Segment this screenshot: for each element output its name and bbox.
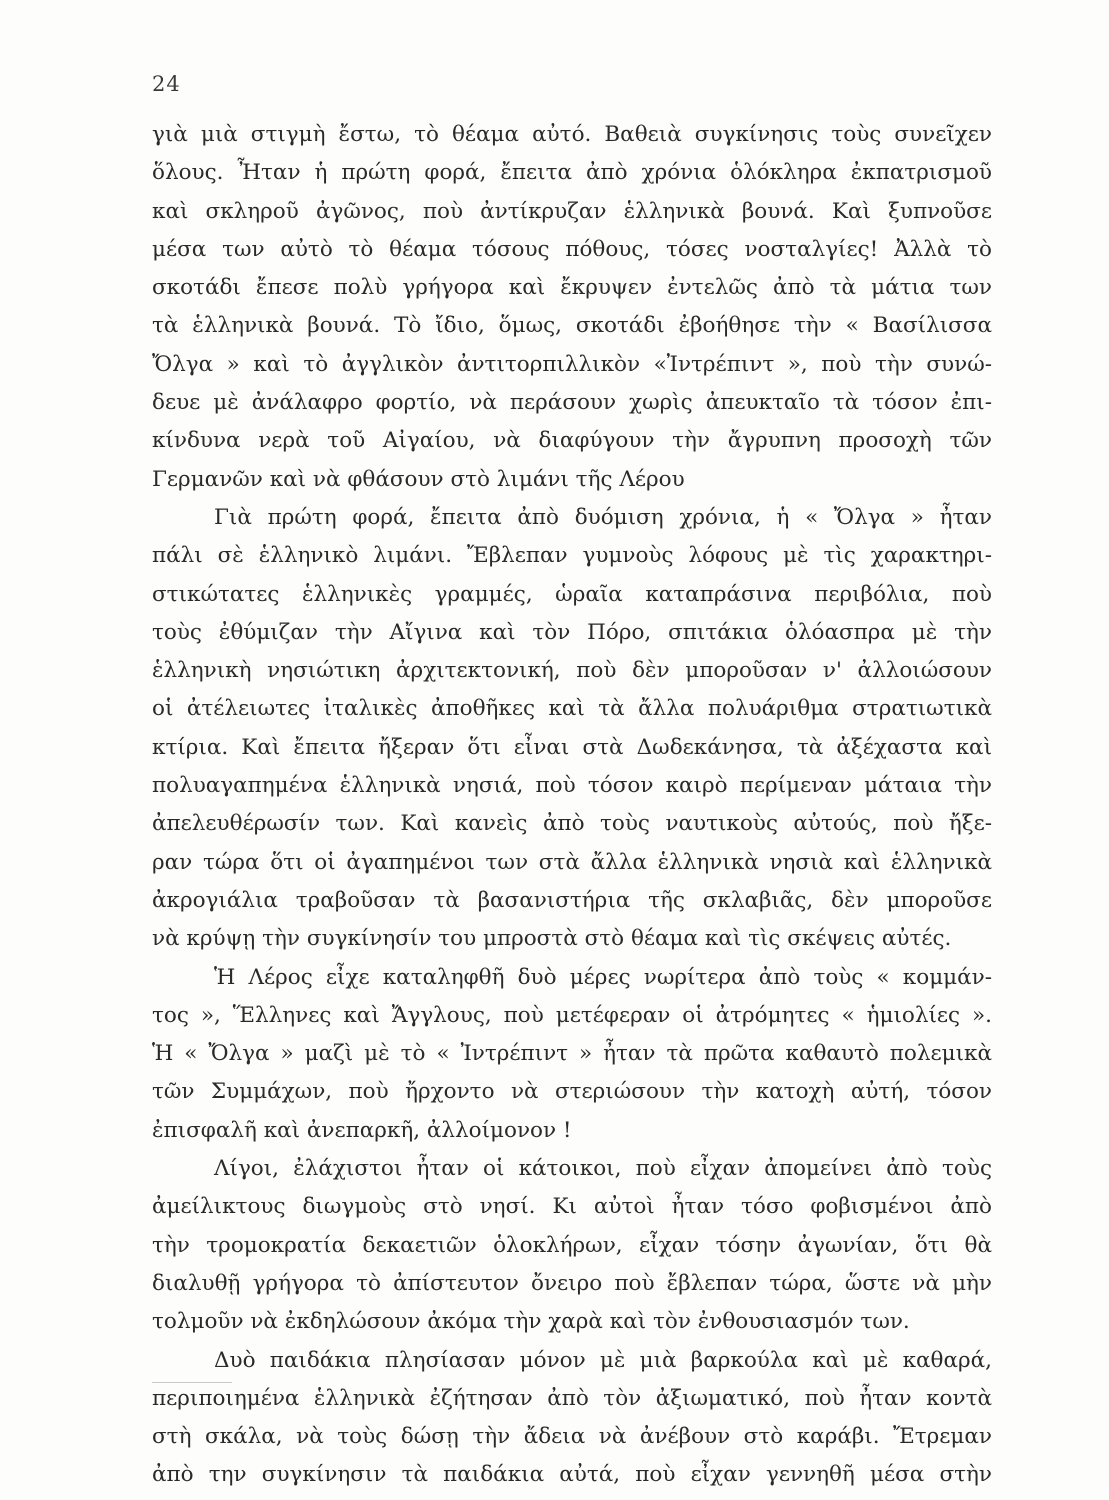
text-line: τὰ ἑλληνικὰ βουνά. Τὸ ἴδιο, ὅμως, σκοτάδι ἐβοήθησε τὴν « Βασίλισσα — [152, 313, 992, 339]
text-line: ἀπελευθέρωσίν των. Καὶ κανεὶς ἀπὸ τοὺς ναυτικοὺς αὐτούς, ποὺ ἤξε- — [152, 811, 992, 837]
text-line: Γιὰ πρώτη φορά, ἔπειτα ἀπὸ δυόμιση χρόνια, ἡ « Ὄλγα » ἦταν — [214, 504, 992, 530]
text-line: Ἡ Λέρος εἶχε καταληφθῆ δυὸ μέρες νωρίτερα ἀπὸ τοὺς « κομμάν- — [214, 964, 992, 990]
text-line: οἱ ἀτέλειωτες ἰταλικὲς ἀποθῆκες καὶ τὰ ἄλλα πολυάριθμα στρατιωτικὰ — [152, 696, 992, 722]
text-line: Ὄλγα » καὶ τὸ ἀγγλικὸν ἀντιτορπιλλικὸν «Ἰντρέπιντ », ποὺ τὴν συνώ- — [152, 351, 992, 377]
paragraph — [152, 116, 992, 499]
text-line: ἀκρογιάλια τραβοῦσαν τὰ βασανιστήρια τῆς σκλαβιᾶς, δὲν μποροῦσε — [152, 887, 992, 913]
text-line: ραν τώρα ὅτι οἱ ἀγαπημένοι των στὰ ἄλλα ἑλληνικὰ νησιὰ καὶ ἑλληνικὰ — [152, 849, 992, 875]
paragraph — [152, 1150, 992, 1341]
text-line: δευε μὲ ἀνάλαφρο φορτίο, νὰ περάσουν χωρὶς ἀπευκταῖο τὰ τόσον ἐπι- — [152, 390, 992, 416]
text-line: σκοτάδι ἔπεσε πολὺ γρήγορα καὶ ἔκρυψεν ἐντελῶς ἀπὸ τὰ μάτια των — [152, 275, 992, 301]
text-line: στικώτατες ἑλληνικὲς γραμμές, ὡραῖα καταπράσινα περιβόλια, ποὺ — [152, 581, 992, 607]
text-line: τῶν Συμμάχων, ποὺ ἤρχοντο νὰ στεριώσουν τὴν κατοχὴ αὐτή, τόσον — [152, 1079, 992, 1105]
text-line: νὰ κρύψῃ τὴν συγκίνησίν του μπροστὰ στὸ θέαμα καὶ τὶς σκέψεις αὐτές. — [152, 926, 952, 952]
text-line: Δυὸ παιδάκια πλησίασαν μόνον μὲ μιὰ βαρκούλα καὶ μὲ καθαρά, — [214, 1347, 992, 1373]
text-line: Ἡ « Ὄλγα » μαζὶ μὲ τὸ « Ἰντρέπιντ » ἦταν τὰ πρῶτα καθαυτὸ πολεμικὰ — [152, 1041, 992, 1067]
text-line: τολμοῦν νὰ ἐκδηλώσουν ἀκόμα τὴν χαρὰ καὶ τὸν ἐνθουσιασμόν των. — [152, 1309, 910, 1335]
text-line: ἑλληνικὴ νησιώτικη ἀρχιτεκτονική, ποὺ δὲν μποροῦσαν ν' ἀλλοιώσουν — [152, 658, 992, 684]
text-line: στὴ σκάλα, νὰ τοὺς δώσῃ τὴν ἄδεια νὰ ἀνέβουν στὸ καράβι. Ἔτρεμαν — [152, 1424, 992, 1450]
text-line: περιποιημένα ἑλληνικὰ ἐζήτησαν ἀπὸ τὸν ἀξιωματικό, ποὺ ἦταν κοντὰ — [152, 1385, 992, 1411]
text-line: ἀμείλικτους διωγμοὺς στὸ νησί. Κι αὐτοὶ ἦταν τόσο φοβισμένοι ἀπὸ — [152, 1194, 992, 1220]
text-line: τοὺς ἐθύμιζαν τὴν Αἴγινα καὶ τὸν Πόρο, σπιτάκια ὁλόασπρα μὲ τὴν — [152, 619, 992, 645]
text-line: ὅλους. Ἦταν ἡ πρώτη φορά, ἔπειτα ἀπὸ χρόνια ὁλόκληρα ἐκπατρισμοῦ — [152, 160, 992, 186]
text-line: διαλυθῇ γρήγορα τὸ ἀπίστευτον ὄνειρο ποὺ ἔβλεπαν τώρα, ὥστε νὰ μὴν — [152, 1270, 992, 1296]
text-line: Λίγοι, ἐλάχιστοι ἦταν οἱ κάτοικοι, ποὺ εἶχαν ἀπομείνει ἀπὸ τοὺς — [214, 1156, 992, 1182]
text-line: πάλι σὲ ἑλληνικὸ λιμάνι. Ἔβλεπαν γυμνοὺς λόφους μὲ τὶς χαρακτηρι- — [152, 543, 992, 569]
paragraph — [152, 959, 992, 1150]
text-line: πολυαγαπημένα ἑλληνικὰ νησιά, ποὺ τόσον καιρὸ περίμεναν μάταια τὴν — [152, 773, 992, 799]
text-line: κτίρια. Καὶ ἔπειτα ἤξεραν ὅτι εἶναι στὰ Δωδεκάνησα, τὰ ἀξέχαστα καὶ — [152, 734, 992, 760]
text-line: Γερμανῶν καὶ νὰ φθάσουν στὸ λιμάνι τῆς Λέρου — [152, 466, 685, 492]
body-text — [152, 116, 992, 1495]
text-line: κίνδυνα νερὰ τοῦ Αἰγαίου, νὰ διαφύγουν τὴν ἄγρυπνη προσοχὴ τῶν — [152, 428, 992, 454]
text-line: μέσα των αὐτὸ τὸ θέαμα τόσους πόθους, τόσες νοσταλγίες! Ἀλλὰ τὸ — [152, 236, 992, 262]
paragraph — [152, 499, 992, 959]
text-line: ἐπισφαλῆ καὶ ἀνεπαρκῆ, ἀλλοίμονον ! — [152, 1117, 572, 1143]
text-line: τος », Ἕλληνες καὶ Ἄγγλους, ποὺ μετέφεραν οἱ ἀτρόμητες « ἡμιολίες ». — [152, 1002, 992, 1028]
footer-rule — [152, 1382, 232, 1383]
text-line: καὶ σκληροῦ ἀγῶνος, ποὺ ἀντίκρυζαν ἑλληνικὰ βουνά. Καὶ ξυπνοῦσε — [152, 198, 992, 224]
paragraph — [152, 1342, 992, 1495]
page-number: 24 — [152, 72, 181, 96]
text-line: ἀπὸ την συγκίνησιν τὰ παιδάκια αὐτά, ποὺ εἶχαν γεννηθῆ μέσα στὴν — [152, 1462, 992, 1488]
text-line: γιὰ μιὰ στιγμὴ ἔστω, τὸ θέαμα αὐτό. Βαθειὰ συγκίνησις τοὺς συνεῖχεν — [152, 122, 992, 147]
text-line: τὴν τρομοκρατία δεκαετιῶν ὁλοκλήρων, εἶχαν τόσην ἀγωνίαν, ὅτι θὰ — [152, 1232, 992, 1258]
